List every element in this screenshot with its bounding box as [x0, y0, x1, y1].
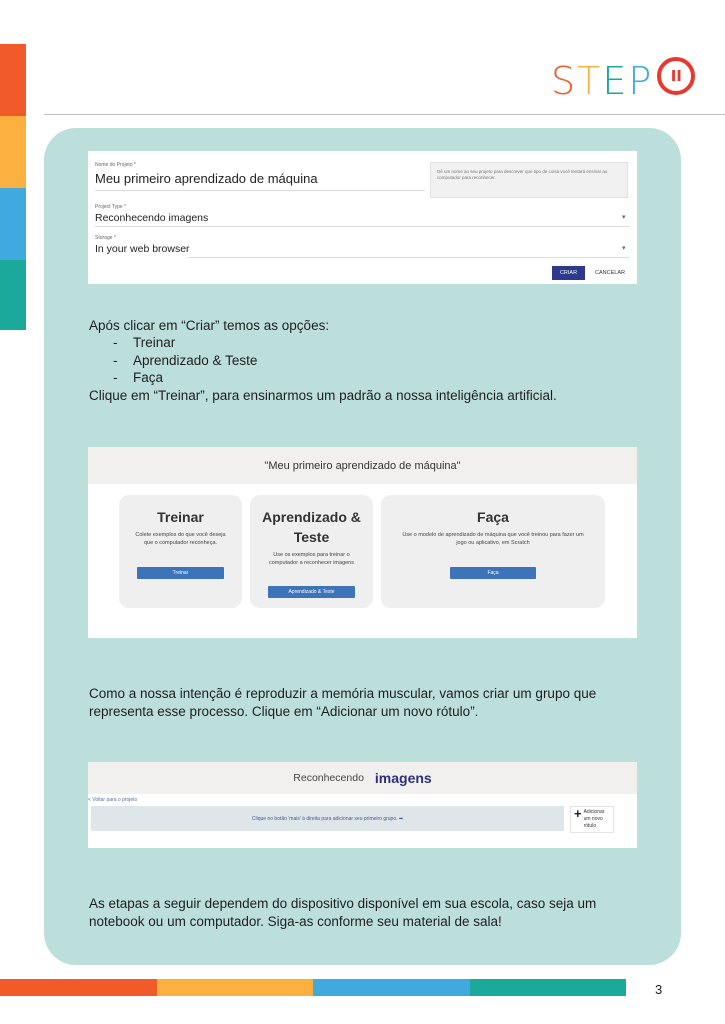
- option-list: [113, 334, 257, 387]
- description-hint-text: Dê um nome ao seu projeto para descrever que tipo de coisa você tentará ensinar ao computador para reconhecer.: [437, 169, 608, 180]
- card-title: Treinar: [157, 509, 204, 525]
- card-aprendizado-teste: [250, 495, 373, 608]
- left-strip-yellow: [0, 116, 26, 188]
- project-type-label: Project Type *: [95, 204, 127, 210]
- project-name-underline: [95, 190, 425, 191]
- option-item: - Treinar: [113, 335, 176, 350]
- plus-icon: +: [574, 806, 582, 821]
- project-title: "Meu primeiro aprendizado de máquina": [264, 459, 461, 472]
- card-treinar: [119, 495, 242, 608]
- logo-text: STEP: [551, 59, 654, 103]
- option-item: - Faça: [113, 370, 164, 385]
- card-description: Colete exemplos do que você deseja que o computador reconheça.: [135, 532, 226, 546]
- bottom-bar-blue: [313, 979, 470, 996]
- storage-caret-icon: ▾: [622, 245, 626, 252]
- bottom-bar-yellow: [157, 979, 313, 996]
- group-instruction-text: Como a nossa intenção é reproduzir a memória muscular, vamos criar um grupo que representa esse processo. Clique em “Adicionar um novo rótulo”.: [89, 686, 597, 719]
- training-header-big: imagens: [374, 770, 432, 786]
- project-home-screenshot: [88, 447, 637, 638]
- add-label-text: Adicionar um novo rótulo: [583, 809, 605, 829]
- header-divider: [44, 114, 725, 115]
- storage-underline: [188, 257, 630, 258]
- back-to-project-link[interactable]: < Voltar para o projeto: [88, 797, 138, 803]
- step-logo: [551, 60, 695, 102]
- create-project-form: [88, 151, 637, 284]
- intro-text: Após clicar em “Criar” temos as opções:: [89, 318, 330, 333]
- description-hint-box: [430, 162, 628, 198]
- training-screenshot: [88, 762, 637, 848]
- option-item: - Aprendizado & Teste: [113, 352, 258, 368]
- logo-mark-icon: ⅠⅠ: [657, 57, 695, 95]
- training-header: [88, 762, 637, 794]
- project-name-label: Nome do Projeto *: [95, 162, 136, 168]
- storage-label: Storage *: [95, 235, 116, 241]
- left-strip-teal: [0, 260, 26, 330]
- create-button[interactable]: CRIAR: [552, 266, 585, 280]
- project-type-caret-icon: ▾: [622, 214, 626, 221]
- add-label-button[interactable]: [570, 806, 614, 833]
- cancel-button[interactable]: CANCELAR: [595, 270, 625, 276]
- bottom-bar-orange: [0, 979, 157, 996]
- card-title: Faça: [477, 509, 509, 525]
- faca-button[interactable]: Faça: [450, 567, 536, 579]
- storage-select[interactable]: In your web browser: [95, 243, 190, 255]
- project-type-underline: [95, 226, 630, 227]
- empty-groups-hint: [91, 806, 564, 831]
- card-description: Use o modelo de aprendizado de máquina que você treinou para fazer um jogo ou aplicativo, em Scratch: [402, 532, 584, 546]
- project-type-select[interactable]: Reconhecendo imagens: [95, 212, 209, 224]
- page-number: 3: [655, 982, 663, 997]
- card-faca: [381, 495, 605, 608]
- left-strip-blue: [0, 188, 26, 260]
- bottom-bar-teal: [470, 979, 626, 996]
- card-description: Use os exemplos para treinar o computador a reconhecer imagens: [269, 552, 354, 566]
- project-title-bar: [88, 447, 637, 484]
- empty-groups-hint-text: Clique no botão 'mais' à direita para adicionar seu primeiro grupo. ➡: [251, 815, 404, 822]
- training-header-small: Reconhecendo: [293, 772, 364, 784]
- train-instruction-text: Clique em “Treinar”, para ensinarmos um padrão a nossa inteligência artificial.: [89, 388, 557, 403]
- aprendizado-teste-button[interactable]: Aprendizado & Teste: [268, 586, 355, 598]
- treinar-button[interactable]: Treinar: [137, 567, 224, 579]
- left-strip-orange: [0, 44, 26, 116]
- device-instruction-text: As etapas a seguir dependem do dispositivo disponível em sua escola, caso seja um notebook ou um computador. Siga-as conforme seu material de sala!: [89, 896, 597, 929]
- card-title: Aprendizado & Teste: [262, 509, 361, 545]
- project-name-input[interactable]: Meu primeiro aprendizado de máquina: [95, 171, 318, 186]
